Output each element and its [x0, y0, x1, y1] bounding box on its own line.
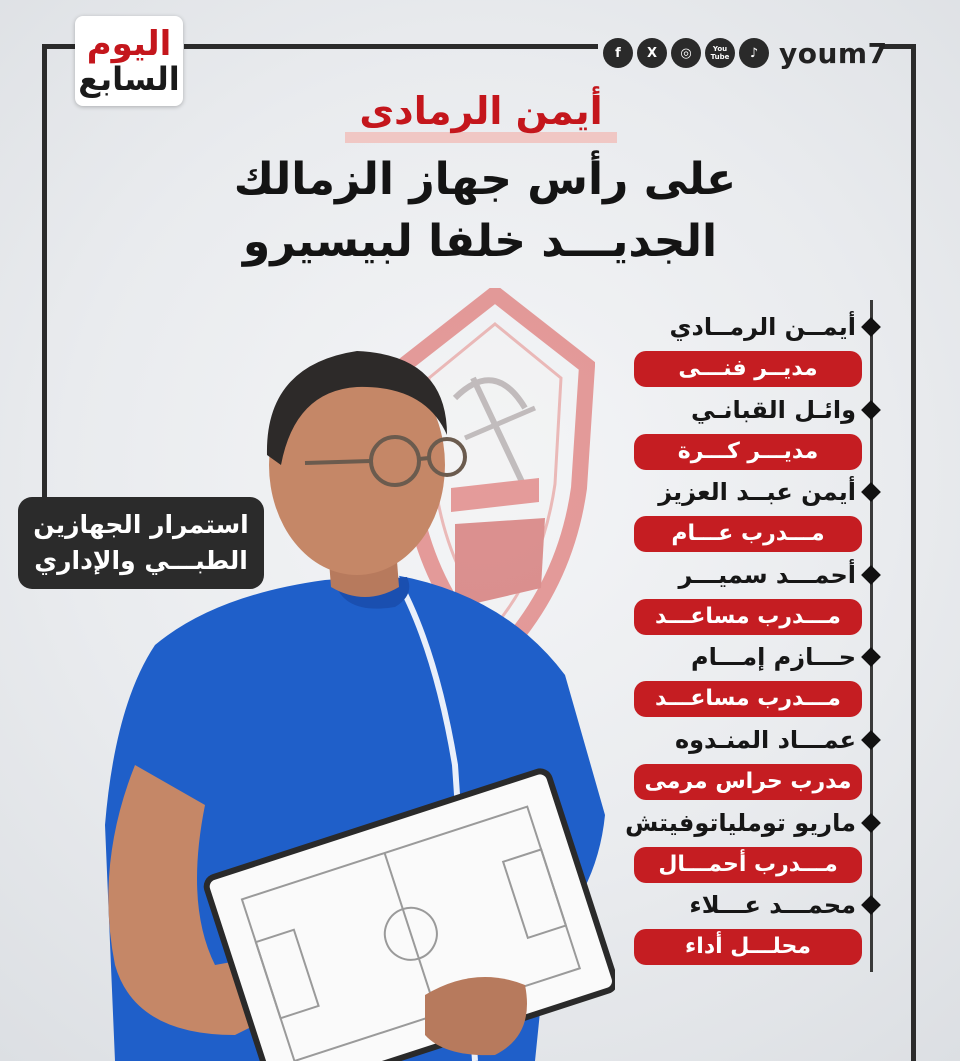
staff-name: أحمـــد سميـــر — [678, 561, 856, 589]
staff-role: مديــر فنـــى — [634, 351, 862, 387]
timeline-marker — [861, 813, 881, 833]
youtube-icon[interactable]: You Tube — [705, 38, 735, 68]
staff-role: مـــدرب عـــام — [634, 516, 862, 552]
staff-name: وائـل القبانـي — [691, 396, 856, 424]
instagram-icon[interactable]: ◎ — [671, 38, 701, 68]
staff-role: مـــدرب مساعـــد — [634, 681, 862, 717]
callout-line-1: استمرار الجهازين — [33, 510, 249, 539]
timeline-marker — [861, 895, 881, 915]
frame-top-left — [42, 44, 76, 49]
facebook-icon[interactable]: f — [603, 38, 633, 68]
logo-line-1: اليوم — [86, 24, 172, 64]
timeline-marker — [861, 730, 881, 750]
headline-line-2: الجديـــد خلفا لبيسيرو — [242, 216, 718, 267]
brand-handle[interactable]: youm7 — [779, 36, 888, 70]
staff-role: مـــدرب مساعـــد — [634, 599, 862, 635]
callout-box — [18, 497, 264, 589]
headline-line-1: على رأس جهاز الزمالك — [233, 154, 737, 205]
staff-name: محمـــد عـــلاء — [689, 891, 856, 919]
staff-name: أيمن عبــد العزيز — [658, 478, 856, 506]
logo-line-2: السابع — [78, 60, 180, 98]
staff-role: مدرب حراس مرمى — [634, 764, 862, 800]
staff-name: حـــازم إمـــام — [691, 643, 856, 671]
youm7-logo — [75, 16, 183, 106]
social-bar — [603, 36, 888, 70]
coach-photo — [95, 345, 615, 1061]
tiktok-icon[interactable]: ♪ — [739, 38, 769, 68]
frame-top-middle — [184, 44, 598, 49]
staff-name: أيمــن الرمــادي — [669, 313, 856, 341]
staff-name: ماريو توملياتوفيتش — [625, 809, 856, 837]
timeline-marker — [861, 565, 881, 585]
frame-left — [42, 44, 47, 500]
staff-role: مديـــر كـــرة — [634, 434, 862, 470]
timeline-marker — [861, 482, 881, 502]
timeline-marker — [861, 400, 881, 420]
staff-role: مـــدرب أحمـــال — [634, 847, 862, 883]
staff-name: عمـــاد المنـدوه — [674, 726, 856, 754]
x-icon[interactable]: X — [637, 38, 667, 68]
timeline-marker — [861, 317, 881, 337]
timeline-marker — [861, 647, 881, 667]
staff-role: محلـــل أداء — [634, 929, 862, 965]
callout-line-2: الطبـــي والإداري — [34, 546, 248, 575]
page-title: أيمن الرمادى — [359, 89, 603, 133]
